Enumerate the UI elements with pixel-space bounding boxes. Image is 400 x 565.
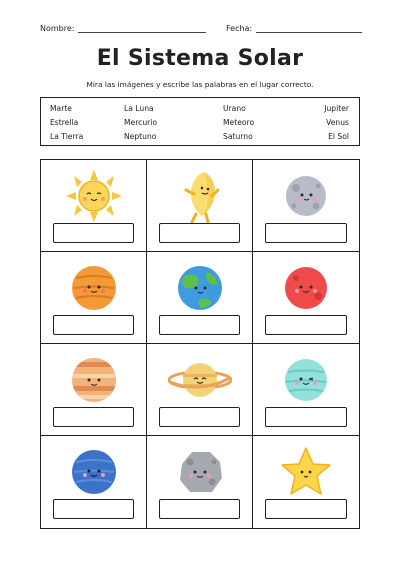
red-planet-icon (274, 260, 338, 316)
grid-cell (253, 344, 359, 436)
striped-planet-icon (62, 352, 126, 408)
sun-icon (62, 168, 126, 224)
date-label: Fecha: (226, 24, 253, 33)
orange-planet-icon (62, 260, 126, 316)
word-bank-item: Jupiter (324, 104, 349, 113)
answer-box[interactable] (53, 315, 134, 335)
answer-box[interactable] (53, 499, 134, 519)
grid-cell (253, 436, 359, 528)
word-bank-item: Mercurio (124, 118, 158, 127)
answer-box[interactable] (159, 223, 240, 243)
grid-cell (253, 160, 359, 252)
word-bank-item: Marte (50, 104, 72, 113)
grid-cell (147, 344, 253, 436)
grid-cell (41, 436, 147, 528)
word-bank-item: Estrella (50, 118, 79, 127)
answer-box[interactable] (265, 499, 347, 519)
answer-box[interactable] (159, 407, 240, 427)
word-bank-item: Urano (223, 104, 246, 113)
teal-planet-icon (274, 352, 338, 408)
grid-cell (147, 252, 253, 344)
word-bank (40, 97, 360, 146)
instructions: Mira las imágenes y escribe las palabras en el lugar correcto. (86, 80, 314, 89)
word-bank-item: Venus (326, 118, 349, 127)
star-icon (274, 444, 338, 500)
blue-planet-icon (62, 444, 126, 500)
crescent-moon-icon (168, 168, 232, 224)
answer-box[interactable] (265, 407, 347, 427)
meteor-icon (168, 444, 232, 500)
answer-box[interactable] (265, 315, 347, 335)
date-field[interactable] (226, 24, 362, 33)
grey-planet-icon (274, 168, 338, 224)
name-line[interactable] (78, 25, 206, 33)
word-bank-item: La Tierra (50, 132, 84, 141)
word-bank-item: Neptuno (124, 132, 157, 141)
word-bank-item: Meteoro (223, 118, 255, 127)
name-label: Nombre: (40, 24, 75, 33)
word-bank-item: El Sol (328, 132, 349, 141)
word-bank-item: La Luna (124, 104, 154, 113)
page-title: El Sistema Solar (96, 46, 304, 71)
grid-cell (41, 160, 147, 252)
grid-cell (41, 344, 147, 436)
picture-grid (40, 159, 360, 529)
answer-box[interactable] (53, 407, 134, 427)
date-line[interactable] (256, 25, 362, 33)
grid-cell (147, 436, 253, 528)
grid-cell (41, 252, 147, 344)
earth-icon (168, 260, 232, 316)
grid-cell (147, 160, 253, 252)
grid-cell (253, 252, 359, 344)
word-bank-item: Saturno (223, 132, 253, 141)
answer-box[interactable] (265, 223, 347, 243)
answer-box[interactable] (53, 223, 134, 243)
name-field[interactable] (40, 24, 206, 33)
answer-box[interactable] (159, 315, 240, 335)
ringed-planet-icon (168, 352, 232, 408)
answer-box[interactable] (159, 499, 240, 519)
